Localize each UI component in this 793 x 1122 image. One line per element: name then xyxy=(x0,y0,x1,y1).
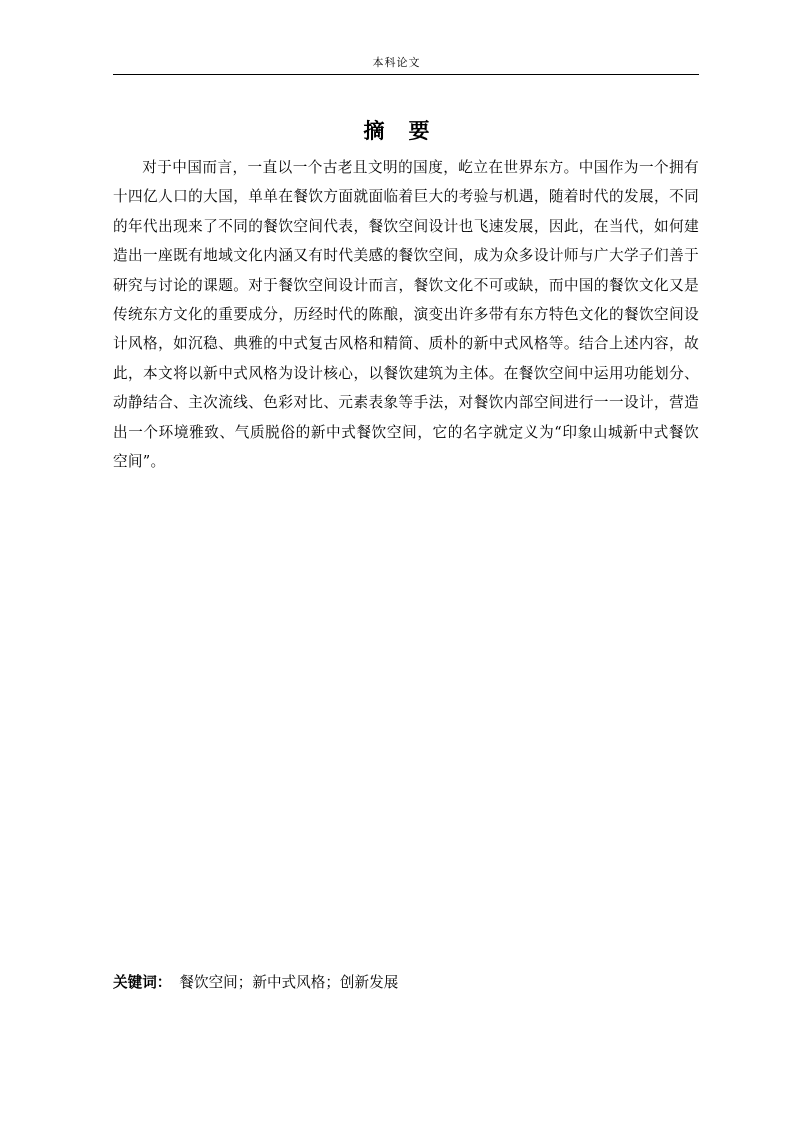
abstract-title xyxy=(0,116,793,146)
keywords-line xyxy=(113,972,699,994)
running-header: 本科论文 xyxy=(372,56,421,69)
abstract-paragraph: 对于中国而言，一直以一个古老且文明的国度，屹立在世界东方。中国作为一个拥有十四亿人口的大国，单单在餐饮方面就面临着巨大的考验与机遇，随着时代的发展，不同的年代出现来了不同的餐饮空间代表，餐饮空间设计也飞速发展，因此，在当代，如何建造出一座既有地域文化内涵又有时代美感的餐饮空间，成为众多设计师与广大学子们善于研究与讨论的课题。对于餐饮空间设计而言，餐饮文化不可或缺，而中国的餐饮文化又是传统东方文化的重要成分，历经时代的陈酿，演变出许多带有东方特色文化的餐饮空间设计风格，如沉稳、典雅的中式复古风格和精简、质朴的新中式风格等。结合上述内容，故此，本文将以新中式风格为设计核心，以餐饮建筑为主体。在餐饮空间中运用功能划分、动静结合、主次流线、色彩对比、元素表象等手法，对餐饮内部空间进行一一设计，营造出一个环境雅致、气质脱俗的新中式餐饮空间，它的名字就定义为“印象山城新中式餐饮空间”。 xyxy=(113,159,699,471)
abstract-title-char-1: 摘 xyxy=(363,119,385,143)
abstract-title-char-2: 要 xyxy=(408,119,430,143)
keywords-label: 关键词： xyxy=(113,974,172,991)
keywords-value: 餐饮空间；新中式风格；创新发展 xyxy=(179,974,399,991)
header-divider xyxy=(113,74,699,75)
